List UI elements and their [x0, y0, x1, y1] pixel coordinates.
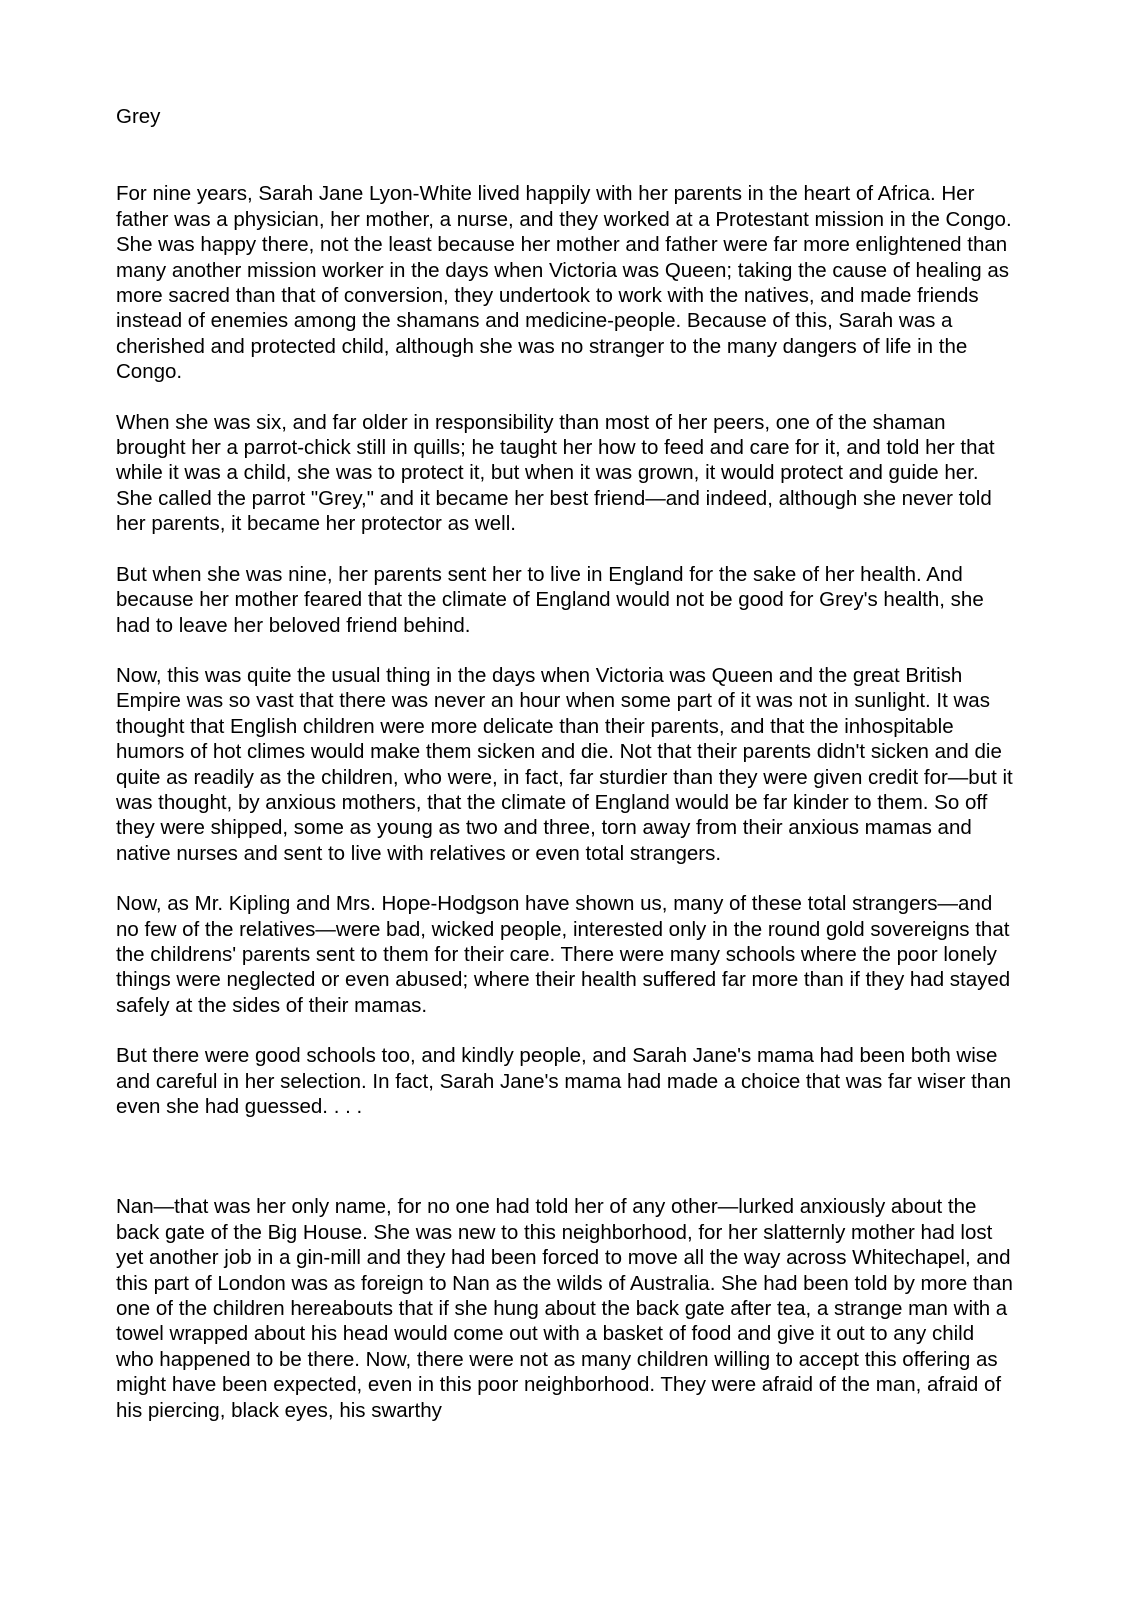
paragraph: Nan—that was her only name, for no one had told her of any other—lurked anxiously about the back gate of the Big House. She was new to this neighborhood, for her slatternly mother had lost yet another job in a gin-mill and they had been forced to move all the way across Whitechapel, and this part of London was as foreign to Nan as the wilds of Australia. She had been told by more than one of the children hereabouts that if she hung about the back gate after tea, a strange man with a towel wrapped about his head would come out with a basket of food and give it out to any child who happened to be there. Now, there were not as many children willing to accept this offering as might have been expected, even in this poor neighborhood. They were afraid of the man, afraid of his piercing, black eyes, his swarthy: [116, 1195, 1013, 1422]
paragraph: For nine years, Sarah Jane Lyon-White lived happily with her parents in the heart of Africa. Her father was a physician, her mother, a nurse, and they worked at a Protestant mission in the Congo. She was happy there, not the least because her mother and father were far more enlightened than many another mission worker in the days when Victoria was Queen; taking the cause of healing as more sacred than that of conversion, they undertook to work with the natives, and made friends instead of enemies among the shamans and medicine-people. Because of this, Sarah was a cherished and protected child, although she was no stranger to the many dangers of life in the Congo.: [116, 182, 1012, 384]
section-break: [116, 1144, 1016, 1194]
document-page: [116, 104, 1016, 1448]
paragraph: But when she was nine, her parents sent her to live in England for the sake of her health. And because her mother feared that the climate of England would not be good for Grey's health, she had to leave her beloved friend behind.: [116, 562, 984, 637]
paragraph: But there were good schools too, and kindly people, and Sarah Jane's mama had been both wise and careful in her selection. In fact, Sarah Jane's mama had made a choice that was far wiser than even she had guessed. . . .: [116, 1044, 1012, 1118]
paragraph: When she was six, and far older in responsibility than most of her peers, one of the shaman brought her a parrot-chick still in quills; he taught her how to feed and care for it, and told her that while it was a child, she was to protect it, but when it was grown, it would protect and guide her. She called the parrot "Grey," and it became her best friend—and indeed, although she never told her parents, it became her protector as well.: [116, 410, 995, 536]
paragraph: Now, this was quite the usual thing in the days when Victoria was Queen and the great British Empire was so vast that there was never an hour when some part of it was not in sunlight. It was thought that English children were more delicate than their parents, and that the inhospitable humors of hot climes would make them sicken and die. Not that their parents didn't sicken and die quite as readily as the children, who were, in fact, far sturdier than they were given credit for—but it was thought, by anxious mothers, that the climate of England would be far kinder to them. So off they were shipped, some as young as two and three, torn away from their anxious mamas and native nurses and sent to live with relatives or even total strangers.: [116, 663, 1013, 865]
paragraph: Now, as Mr. Kipling and Mrs. Hope-Hodgson have shown us, many of these total strangers—and no few of the relatives—were bad, wicked people, interested only in the round gold sovereigns that the childrens' parents sent to them for their care. There were many schools where the poor lonely things were neglected or even abused; where their health suffered far more than if they had stayed safely at the sides of their mamas.: [116, 892, 1011, 1017]
document-title: Grey: [116, 105, 161, 128]
